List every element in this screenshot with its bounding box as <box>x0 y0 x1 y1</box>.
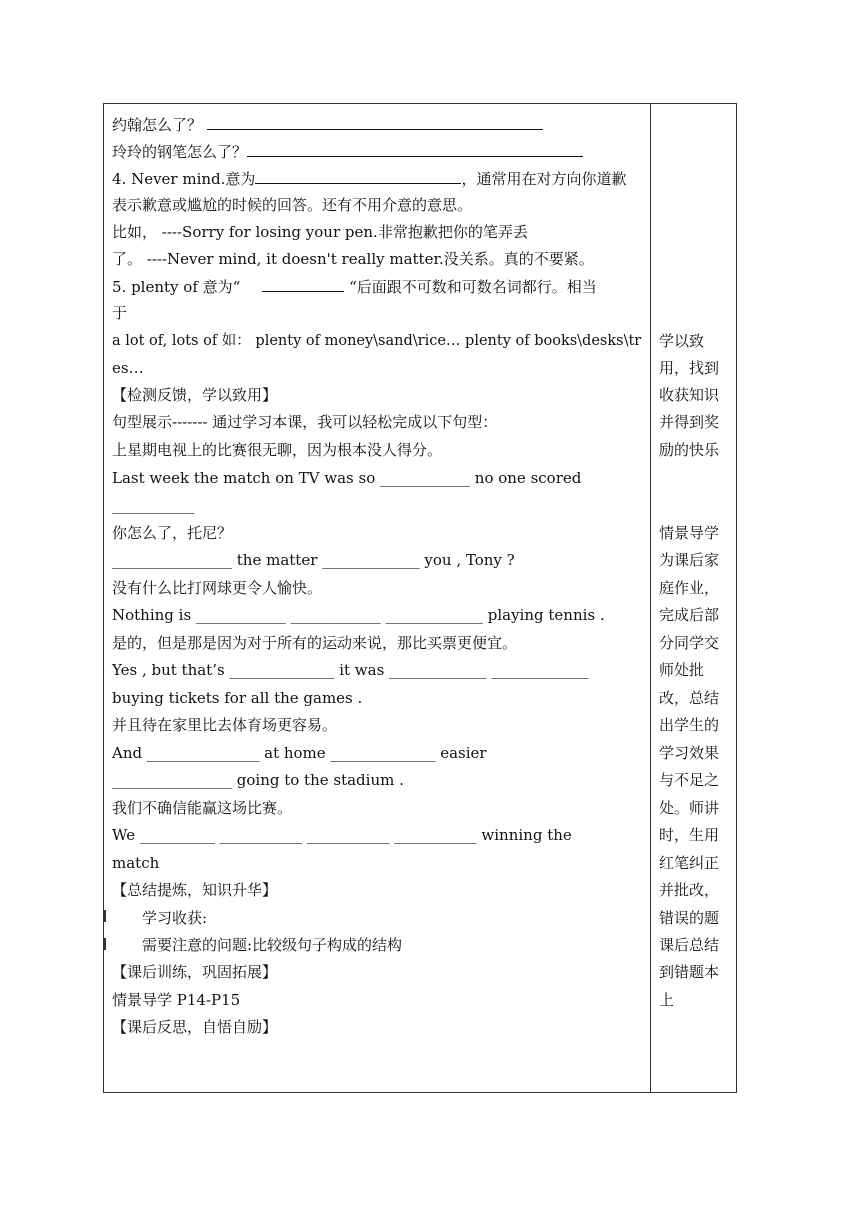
text-line: 情景导学 P14-P15 <box>112 991 241 1009</box>
side-text-line: 完成后部 <box>659 606 720 624</box>
side-text-line: 情景导学 <box>659 524 720 542</box>
text-line: Last week the match on TV was so ____________ no one scored <box>112 469 582 487</box>
text-line: a lot of, lots of 如： plenty of money\sand\rice… plenty of books\desks\tr <box>112 333 642 349</box>
text-line: 4. Never mind.意为 ，通常用在对方向你道歉 <box>112 170 627 188</box>
side-text-line: 上 <box>659 991 675 1009</box>
text-line: 我们不确信能赢这场比赛。 <box>112 799 293 817</box>
text-line: 约翰怎么了？ <box>112 114 543 135</box>
text-line: es… <box>112 359 144 377</box>
text-line: ___________ <box>112 496 195 514</box>
side-text-line: 到错题本 <box>659 963 720 981</box>
text-line: 你怎么了，托尼？ <box>112 524 233 542</box>
side-text-line: 处。师讲 <box>659 799 720 817</box>
margin-mark <box>104 938 106 950</box>
side-text-line: 红笔纠正 <box>659 854 720 872</box>
answer-blank <box>207 114 543 130</box>
text-line: 需要注意的问题:比较级句子构成的结构 <box>142 936 403 954</box>
text-line: 没有什么比打网球更令人愉快。 <box>112 579 323 597</box>
lesson-table <box>103 103 737 1093</box>
text-line: match <box>112 854 160 872</box>
main-column <box>112 104 646 1092</box>
text-line: 学习收获: <box>142 909 208 927</box>
side-text-line: 出学生的 <box>659 716 720 734</box>
text-line: 并且待在家里比去体育场更容易。 <box>112 716 338 734</box>
text-line: 了。 ----Never mind, it doesn't really matter.没关系。真的不要紧。 <box>112 250 594 268</box>
text-line: ________________ the matter _____________ you , Tony ? <box>112 551 515 569</box>
column-divider <box>650 104 651 1092</box>
text-line: 是的，但是那是因为对于所有的运动来说，那比买票更便宜。 <box>112 634 518 652</box>
margin-mark <box>104 910 106 922</box>
side-text-line: 错误的题 <box>659 909 720 927</box>
side-text-line: 庭作业， <box>659 579 720 597</box>
answer-blank <box>255 168 461 184</box>
side-text-line: 并批改， <box>659 881 720 899</box>
section-heading: 【检测反馈，学以致用】 <box>112 386 278 404</box>
text-line: 句型展示------- 通过学习本课，我可以轻松完成以下句型： <box>112 413 498 431</box>
text-line: 玲玲的钢笔怎么了？ <box>112 141 583 162</box>
section-heading: 【课后反思，自悟自励】 <box>112 1018 278 1036</box>
side-text-line: 用，找到 <box>659 359 720 377</box>
text-line: 上星期电视上的比赛很无聊，因为根本没人得分。 <box>112 441 443 459</box>
side-text-line: 分同学交 <box>659 634 720 652</box>
side-text-line: 师处批 <box>659 661 705 679</box>
text-line: Yes , but that’s ______________ it was _____________ _____________ <box>112 661 589 679</box>
answer-blank <box>262 276 344 292</box>
side-text-line: 并得到奖 <box>659 413 720 431</box>
side-column <box>655 104 735 1092</box>
text-line: And _______________ at home ______________ easier <box>112 744 487 762</box>
text-line: 比如， ----Sorry for losing your pen.非常抱歉把你的笔弄丢 <box>112 223 528 241</box>
side-text-line: 时，生用 <box>659 826 720 844</box>
text-line: 于 <box>112 304 128 322</box>
side-text-line: 学习效果 <box>659 744 720 762</box>
side-text-line: 为课后家 <box>659 551 720 569</box>
answer-blank <box>247 141 583 157</box>
side-text-line: 改，总结 <box>659 689 720 707</box>
text-line: 表示歉意或尴尬的时候的回答。还有不用介意的意思。 <box>112 196 473 214</box>
text-line: Nothing is ____________ ____________ _____________ playing tennis . <box>112 606 605 624</box>
side-text-line: 课后总结 <box>659 936 720 954</box>
side-text-line: 收获知识 <box>659 386 720 404</box>
section-heading: 【总结提炼，知识升华】 <box>112 881 278 899</box>
text-line: buying tickets for all the games . <box>112 689 363 707</box>
text-line: We __________ ___________ ___________ ___________ winning the <box>112 826 572 844</box>
section-heading: 【课后训练，巩固拓展】 <box>112 963 278 981</box>
side-text-line: 与不足之 <box>659 771 720 789</box>
side-text-line: 学以致 <box>659 332 705 350</box>
text-line: ________________ going to the stadium . <box>112 771 404 789</box>
side-text-line: 励的快乐 <box>659 441 720 459</box>
text-line: 5. plenty of 意为“ “后面跟不可数和可数名词都行。相当 <box>112 278 597 296</box>
